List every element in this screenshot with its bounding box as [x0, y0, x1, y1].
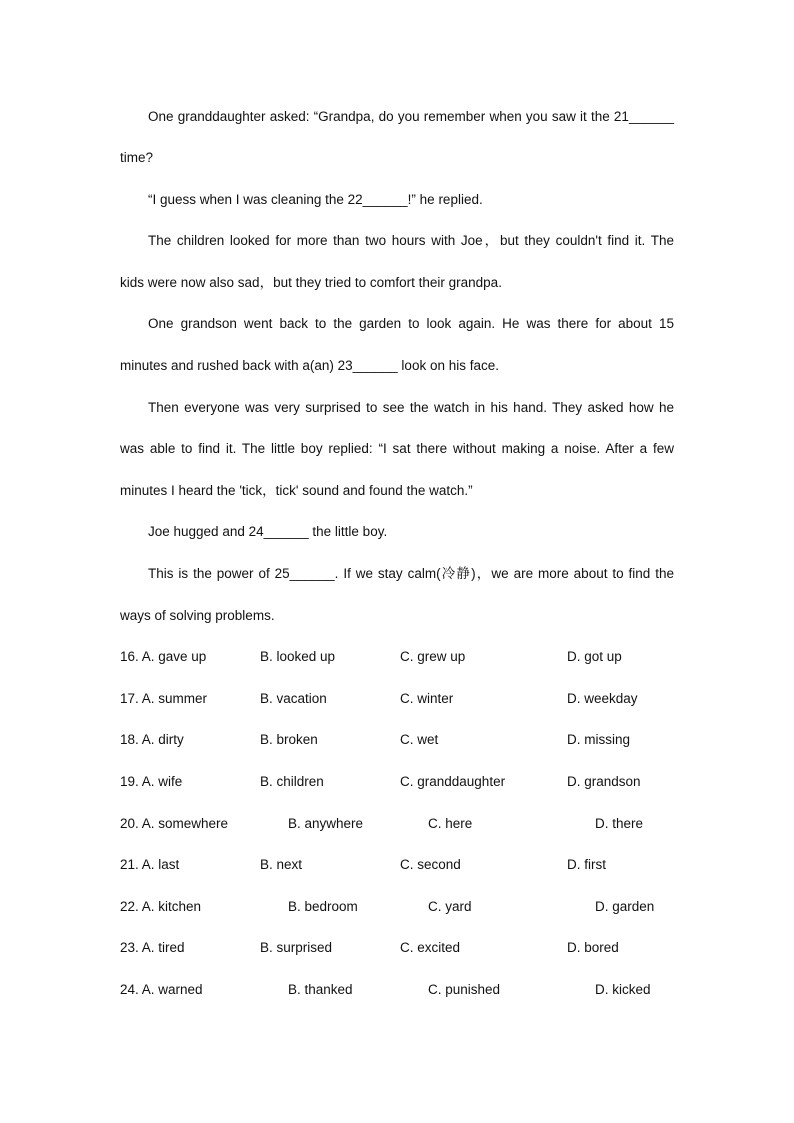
passage-line: “I guess when I was cleaning the 22______!” he replied. — [148, 192, 483, 207]
passage-line: Joe hugged and 24______ the little boy. — [148, 524, 388, 539]
option-d[interactable]: D. garden — [595, 899, 655, 914]
option-b[interactable]: B. broken — [260, 732, 318, 747]
passage-line: Then everyone was very surprised to see the watch in his hand. They asked how he — [148, 400, 674, 415]
passage-line: kids were now also sad，but they tried to comfort their grandpa. — [120, 275, 502, 290]
option-c[interactable]: C. yard — [428, 899, 472, 914]
option-a[interactable]: 18. A. dirty — [120, 732, 184, 747]
option-b[interactable]: B. thanked — [288, 982, 353, 997]
option-d[interactable]: D. missing — [567, 732, 631, 747]
option-b[interactable]: B. next — [260, 857, 303, 872]
passage-line: One grandson went back to the garden to look again. He was there for about 15 — [148, 316, 674, 331]
option-c[interactable]: C. grew up — [400, 649, 466, 664]
option-c[interactable]: C. winter — [400, 691, 454, 706]
passage-line: One granddaughter asked: “Grandpa, do you remember when you saw it the 21______ — [148, 109, 674, 124]
option-d[interactable]: D. got up — [567, 649, 622, 664]
option-a[interactable]: 21. A. last — [120, 857, 180, 872]
option-c[interactable]: C. second — [400, 857, 461, 872]
passage-line: The children looked for more than two hours with Joe，but they couldn't find it. The — [148, 233, 674, 248]
option-a[interactable]: 22. A. kitchen — [120, 899, 202, 914]
option-c[interactable]: C. wet — [400, 732, 439, 747]
option-d[interactable]: D. weekday — [567, 691, 638, 706]
option-b[interactable]: B. anywhere — [288, 816, 364, 831]
option-a[interactable]: 17. A. summer — [120, 691, 208, 706]
passage-line: minutes I heard the 'tick，tick' sound and found the watch.” — [120, 483, 473, 498]
option-b[interactable]: B. surprised — [260, 940, 333, 955]
option-a[interactable]: 16. A. gave up — [120, 649, 207, 664]
passage-line: This is the power of 25______. If we stay calm(冷静)，we are more about to find the — [148, 566, 674, 581]
option-d[interactable]: D. kicked — [595, 982, 651, 997]
option-a[interactable]: 24. A. warned — [120, 982, 203, 997]
option-c[interactable]: C. excited — [400, 940, 461, 955]
option-d[interactable]: D. bored — [567, 940, 619, 955]
option-a[interactable]: 23. A. tired — [120, 940, 185, 955]
option-c[interactable]: C. granddaughter — [400, 774, 506, 789]
passage-line: was able to find it. The little boy replied: “I sat there without making a noise. After a few — [120, 441, 674, 456]
passage-line: ways of solving problems. — [120, 608, 275, 623]
option-b[interactable]: B. vacation — [260, 691, 327, 706]
option-a[interactable]: 20. A. somewhere — [120, 816, 229, 831]
option-c[interactable]: C. here — [428, 816, 473, 831]
option-c[interactable]: C. punished — [428, 982, 501, 997]
passage-line: time? — [120, 150, 154, 165]
option-b[interactable]: B. children — [260, 774, 324, 789]
option-d[interactable]: D. first — [567, 857, 606, 872]
option-d[interactable]: D. grandson — [567, 774, 641, 789]
option-b[interactable]: B. bedroom — [288, 899, 358, 914]
option-a[interactable]: 19. A. wife — [120, 774, 183, 789]
passage-line: minutes and rushed back with a(an) 23______ look on his face. — [120, 358, 499, 373]
option-d[interactable]: D. there — [595, 816, 644, 831]
option-b[interactable]: B. looked up — [260, 649, 336, 664]
